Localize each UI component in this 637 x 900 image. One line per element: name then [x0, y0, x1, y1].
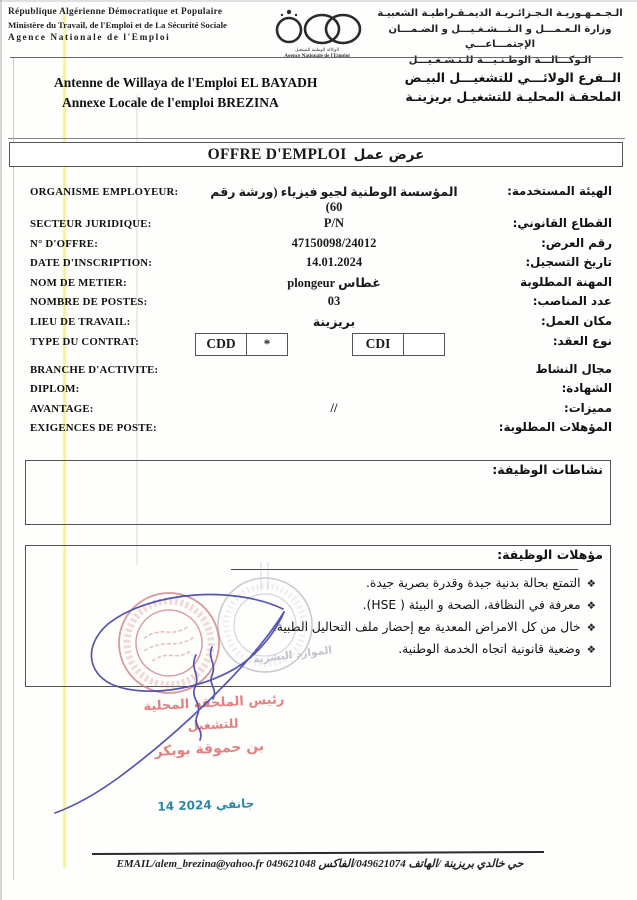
form-row-post-requirements [30, 419, 612, 439]
form-row-diploma [30, 380, 612, 400]
cdi-checkbox-group [352, 333, 445, 356]
arabic-label: عدد المناصب: [532, 294, 612, 309]
field-value [208, 419, 460, 420]
scan-edge-artifact [0, 0, 637, 2]
french-label: BRANCHE D'ACTIVITE: [30, 363, 159, 376]
qualifications-label: مؤهلات الوظيفة: [497, 547, 603, 562]
diamond-bullet-icon: ❖ [586, 622, 596, 634]
field-value: // [330, 400, 338, 415]
officer-name-stamp [143, 692, 287, 760]
anem-logo [258, 4, 376, 60]
form-row-legal-sector [30, 215, 612, 235]
wilaya-office-line-ar: الــفرع الولائـــي للتشغيـــل البيـض [404, 70, 621, 85]
field-value: 03 [327, 294, 341, 309]
french-label: DIPLOM: [30, 383, 80, 396]
cdi-mark-cell [404, 334, 444, 355]
contract-type-options [194, 333, 446, 356]
local-annex-line: Annexe Locale de l'emploi BREZINA [62, 95, 279, 111]
french-label: NOMBRE DE POSTES: [30, 296, 148, 309]
arabic-label: مميزات: [564, 400, 612, 415]
officer-stamp-office-line: للتشغيل [187, 715, 239, 734]
form-row-offer-number [30, 235, 612, 255]
bullet-text: وضعية قانونية اتجاه الخدمة الوطنية. [398, 642, 581, 656]
list-item [36, 595, 596, 617]
arabic-label: تاريخ التسجيل: [525, 255, 612, 270]
cdd-mark-cell: * [263, 336, 271, 352]
anem-logo-icon [267, 4, 367, 48]
arabic-label: مجال النشاط [535, 361, 612, 376]
cdd-checkbox-group [195, 333, 288, 356]
cdd-label-cell: CDD [196, 334, 247, 355]
title-top-rule [8, 138, 625, 139]
form-row-employer [30, 183, 612, 215]
local-annex-line-ar: الملحقـة المحليـة للتشغيـل بريزينـة [405, 89, 621, 105]
arabic-label: المهنة المطلوبة [520, 274, 612, 289]
office-french-block [54, 73, 317, 114]
arabic-label: رقم العرض: [541, 235, 612, 250]
arabic-label: القطاع القانوني: [512, 216, 612, 230]
cdi-label-cell: CDI [353, 334, 404, 355]
diamond-bullet-icon: ❖ [586, 578, 596, 590]
french-label: TYPE DU CONTRAT: [30, 335, 139, 348]
french-label: AVANTAGE: [30, 402, 94, 415]
header-french-block [8, 7, 260, 43]
arabic-label: مكان العمل: [540, 313, 612, 328]
bullet-text: خال من كل الامراض المعدية مع إحضار ملف التحاليل الطبية. [272, 620, 581, 634]
bullet-text: معرفة في النظافة، الصحة و البيئة ( HSE). [362, 598, 581, 612]
french-label: SECTEUR JURIDIQUE: [30, 218, 152, 230]
qualifications-list [36, 573, 596, 661]
header-arabic-block [375, 6, 625, 68]
arabic-label: الشهادة: [561, 381, 612, 396]
french-label: NOM DE METIER: [30, 276, 127, 289]
form-row-job-name [30, 274, 612, 294]
republic-line: République Algérienne Démocratique et Populaire [8, 7, 223, 17]
job-qualifications-box [25, 545, 611, 687]
field-value: بريزينة [312, 314, 356, 329]
diamond-bullet-icon: ❖ [586, 600, 596, 612]
hr-stamp-text: الموارد البشرية [252, 644, 333, 666]
french-label: N° D'OFFRE: [30, 237, 98, 250]
form-row-contract-type [30, 333, 612, 361]
form-row-activity-branch [30, 361, 612, 381]
officer-stamp-title-line: رئيس الملحقة المحلية [143, 692, 285, 715]
header-divider [10, 57, 623, 58]
wilaya-office-line: Antenne de Willaya de l'Emploi EL BAYADH [54, 75, 318, 90]
bullet-text: التمتع بحالة بدنية جيدة وقدرة بصرية جيدة. [365, 576, 581, 590]
list-item [36, 617, 596, 639]
french-label: DATE D'INSCRIPTION: [30, 257, 153, 270]
offer-form [30, 183, 612, 439]
job-activities-box [25, 460, 611, 525]
form-row-advantage [30, 400, 612, 420]
ministry-line: Ministère du Travail, de l'Emploi et de La Sécurité Sociale [8, 20, 227, 30]
arabic-label: الهيئة المستخدمة: [507, 184, 612, 198]
page-title: OFFRE D'EMPLOI [207, 145, 347, 163]
activities-label: نشاطات الوظيفة: [492, 462, 603, 477]
french-label: EXIGENCES DE POSTE: [30, 422, 157, 435]
logo-french-caption: Agence Nationale de l'Emploi [284, 53, 350, 60]
form-row-registration-date [30, 254, 612, 274]
field-value [208, 361, 460, 362]
form-row-post-count [30, 293, 612, 313]
footer-divider [92, 851, 544, 855]
agency-line-ar: الـوكـــالـــة الوطـنـيـــة للـتـشـغـيـــل [408, 54, 592, 66]
page-title-arabic: عرض عمل [353, 146, 425, 163]
footer-contact: حي خالدي بريزينة /الهاتف 049621074/الفاكس 049621048 EMAIL/alem_brezina@yahoo.fr [116, 858, 524, 870]
logo-arabic-caption: الوكالة الوطنية للتشغيل [295, 48, 339, 53]
arabic-label: نوع العقد: [552, 333, 612, 348]
french-label: LIEU DE TRAVAIL: [30, 315, 131, 328]
agency-line: Agence Nationale de l'Emploi [8, 33, 171, 43]
diamond-bullet-icon: ❖ [586, 644, 596, 656]
field-value: 47150098/24012 [291, 235, 377, 250]
field-value: 14.01.2024 [305, 255, 363, 270]
scan-edge-artifact [0, 0, 2, 900]
ministry-line-ar: وزارة الـعـمـــل و الـتـــشـغـيـــل و الضـمـــان الإجتمـــاعـــي [388, 23, 612, 50]
officer-stamp-name-line: بن حموقة بوبكر [154, 738, 265, 760]
french-label: ORGANISME EMPLOYEUR: [30, 186, 179, 198]
office-arabic-block [405, 68, 621, 107]
field-value: plongeur غطاس [287, 275, 381, 290]
field-value: P/N [323, 216, 345, 230]
list-item [36, 573, 596, 595]
arabic-label: المؤهلات المطلوبة: [498, 420, 612, 435]
list-item [36, 639, 596, 661]
field-value [208, 380, 460, 381]
date-stamp-text: 14 جانفي 2024 [157, 796, 255, 814]
document-title-box [9, 142, 623, 167]
form-row-work-location [30, 313, 612, 333]
scan-line-artifact [13, 58, 14, 880]
republic-line-ar: الـجـمـهـوريـة الـجـزائـريـة الديمـقـراطيـة الشعبيـة [377, 8, 623, 19]
field-value: المؤسسة الوطنية لجيو فيزياء (ورشة رقم 60) [210, 185, 458, 214]
label-underline [231, 569, 578, 570]
